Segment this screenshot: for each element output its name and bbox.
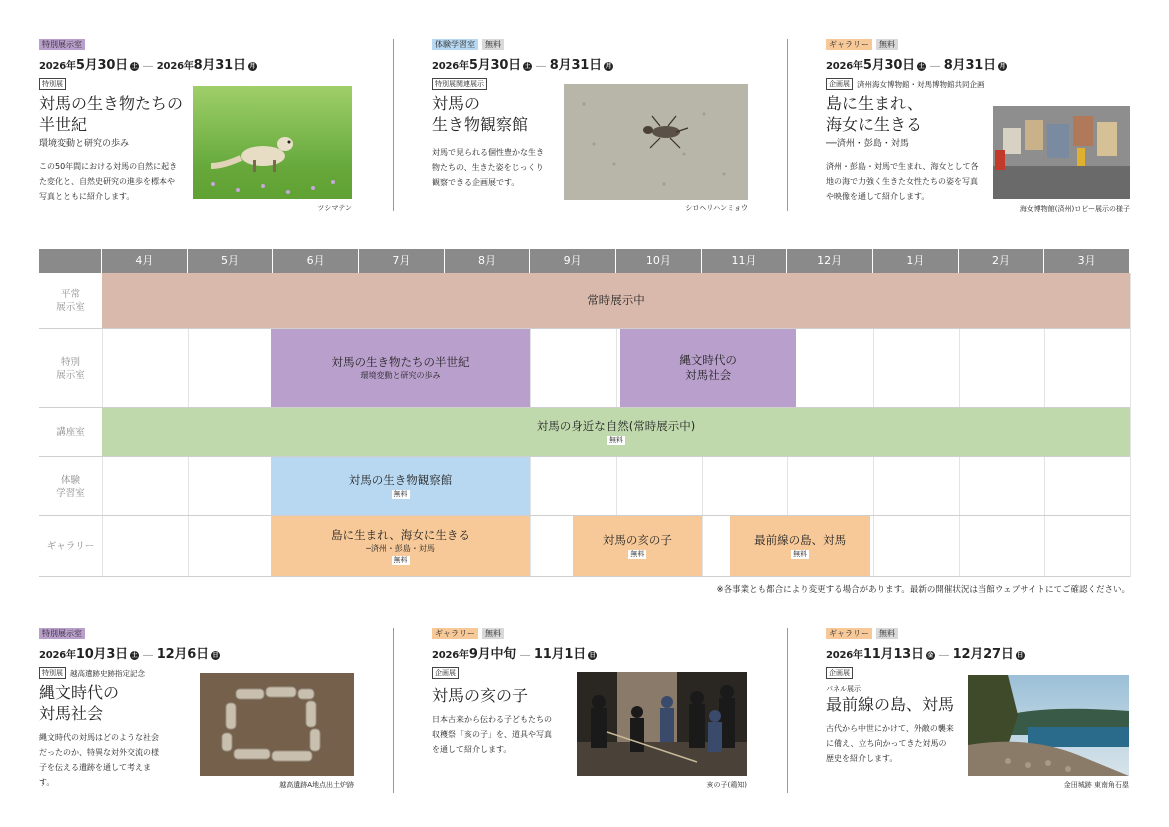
month-header: 7月 xyxy=(359,249,445,273)
month-header: 5月 xyxy=(188,249,274,273)
bar-title: 縄文時代の 対馬社会 xyxy=(679,353,737,382)
exhibit-subtitle: 環境変動と研究の歩み xyxy=(39,139,130,149)
venue-tag: 特別展示室 xyxy=(39,39,85,50)
row-label: 平常 展示室 xyxy=(56,289,85,313)
bar-title: 島に生まれ、海女に生きる xyxy=(331,527,470,542)
month-header: 11月 xyxy=(702,249,788,273)
date-range: 2026年10月3日 土 ― 12月6日 日 xyxy=(39,647,219,662)
category-tag: 特別展関連展示 xyxy=(432,78,487,90)
venue-tag: 特別展示室 xyxy=(39,628,85,639)
free-badge: 無料 xyxy=(630,550,645,558)
free-tag: 無料 xyxy=(482,628,504,639)
hearth-site-photo xyxy=(200,673,354,776)
commemoration-note: 越高遺跡史跡指定記念 xyxy=(70,668,145,678)
month-header: 3月 xyxy=(1044,249,1130,273)
bar-subtitle: 環境変動と研究の歩み xyxy=(360,371,441,380)
tiger-beetle-photo xyxy=(564,84,748,200)
divider xyxy=(393,628,394,793)
month-header: 8月 xyxy=(445,249,531,273)
exhibit-description: 済州・彭島・対馬で生まれ、海女として各地の海で力強く生きた女性たちの姿を写真や映像を通して紹介します。 xyxy=(826,162,979,201)
date-range: 2026年5月30日 土 ― 8月31日 月 xyxy=(432,58,612,73)
venue-tag: 体験学習室 xyxy=(432,39,478,50)
free-badge: 無料 xyxy=(793,550,808,558)
schedule-bar[interactable] xyxy=(730,516,870,576)
panel-kicker: パネル展示 xyxy=(826,685,861,693)
month-header: 12月 xyxy=(787,249,873,273)
exhibit-title: 島に生まれ、 海女に生きる xyxy=(826,94,923,134)
month-header: 10月 xyxy=(616,249,702,273)
category-tag: 特別展 xyxy=(39,667,66,679)
photo-caption: 越高遺跡A地点出土炉跡 xyxy=(279,781,354,789)
photo-caption: シロヘリハンミョウ xyxy=(685,204,748,212)
exhibit-description: 日本古来から伝わる子どもたちの収穫祭「亥の子」を、道具や写真を通して紹介します。 xyxy=(432,715,552,754)
schedule-bar[interactable] xyxy=(271,516,531,576)
month-header: 1月 xyxy=(873,249,959,273)
free-tag: 無料 xyxy=(876,39,898,50)
marten-photo xyxy=(193,86,352,199)
free-tag: 無料 xyxy=(482,39,504,50)
month-header: 6月 xyxy=(273,249,359,273)
bar-title: 対馬の生き物観察館 xyxy=(348,473,453,487)
bar-title: 最前線の島、対馬 xyxy=(754,533,847,547)
row-label: 体験 学習室 xyxy=(56,474,85,499)
venue-tag: ギャラリー xyxy=(826,39,872,50)
bar-title: 常時展示中 xyxy=(587,293,645,307)
month-header: 9月 xyxy=(530,249,616,273)
exhibit-description: 縄文時代の対馬はどのような社会だったのか、特異な対外交流の様子を伝える遺跡を通して考えます。 xyxy=(39,733,159,787)
annual-schedule xyxy=(39,249,1130,577)
row-divider xyxy=(39,456,1130,457)
photo-caption: 金田城跡 東南角石塁 xyxy=(1063,781,1129,789)
photo-caption: 亥の子(鶏知) xyxy=(706,781,747,789)
schedule-bar[interactable] xyxy=(271,329,531,407)
category-tag: 企画展 xyxy=(826,667,853,679)
free-badge: 無料 xyxy=(609,436,623,444)
date-range: 2026年5月30日 土 ― 8月31日 月 xyxy=(826,58,1006,73)
row-label: 講座室 xyxy=(56,427,85,438)
museum-lobby-photo xyxy=(993,106,1130,199)
photo-caption: 海女博物館(済州)ロビー展示の様子 xyxy=(1019,205,1130,213)
date-range: 2026年5月30日 土 ― 2026年8月31日 月 xyxy=(39,58,256,73)
exhibit-title: 最前線の島、対馬 xyxy=(826,695,955,714)
collab-note: 済州海女博物館・対馬博物館共同企画 xyxy=(857,79,985,89)
month-header: 4月 xyxy=(102,249,188,273)
category-tag: 企画展 xyxy=(826,78,853,90)
schedule-header-corner xyxy=(39,249,102,273)
venue-tag: ギャラリー xyxy=(432,628,478,639)
bar-title: 対馬の生き物たちの半世紀 xyxy=(331,355,470,369)
schedule-note: ※各事業とも都合により変更する場合があります。最新の開催状況は当館ウェブサイトにてご確認ください。 xyxy=(716,585,1130,595)
photo-caption: ツシマテン xyxy=(317,204,352,212)
divider xyxy=(787,628,788,793)
divider xyxy=(787,39,788,211)
category-tag: 企画展 xyxy=(432,667,459,679)
exhibit-subtitle: ──済州・彭島・対馬 xyxy=(826,139,909,149)
divider xyxy=(393,39,394,211)
free-badge: 無料 xyxy=(393,490,408,498)
bar-title: 対馬の亥の子 xyxy=(602,533,672,547)
date-range: 2026年11月13日 金 ― 12月27日 日 xyxy=(826,647,1024,662)
inoko-festival-photo xyxy=(577,672,747,776)
grid-line xyxy=(1130,273,1131,577)
free-badge: 無料 xyxy=(393,555,408,564)
exhibit-title: 縄文時代の 対馬社会 xyxy=(39,683,120,723)
category-tag: 特別展 xyxy=(39,78,66,90)
row-divider xyxy=(39,576,1130,577)
month-header: 2月 xyxy=(959,249,1045,273)
bar-subtitle: ─済州・彭島・対馬 xyxy=(366,543,435,553)
exhibit-description: 対馬で見られる個性豊かな生き物たちの、生きた姿をじっくり観察できる企画展です。 xyxy=(432,148,544,187)
schedule-bar[interactable] xyxy=(102,273,1130,328)
exhibit-description: この50年間における対馬の自然に起きた変化と、自然史研究の進歩を標本や写真とともに紹介します。 xyxy=(39,162,178,201)
free-tag: 無料 xyxy=(876,628,898,639)
bar-title: 対馬の身近な自然(常時展示中) xyxy=(536,419,696,433)
schedule-bar[interactable] xyxy=(573,516,702,576)
date-range: 2026年9月中旬 ― 11月1日 日 xyxy=(432,647,596,662)
row-divider xyxy=(39,328,1130,329)
schedule-bar[interactable] xyxy=(102,408,1130,456)
exhibit-title: 対馬の生き物たちの 半世紀 xyxy=(39,94,184,134)
schedule-bar[interactable] xyxy=(271,457,531,515)
venue-tag: ギャラリー xyxy=(826,628,872,639)
exhibit-title: 対馬の亥の子 xyxy=(432,686,529,705)
kanedajo-ruins-photo xyxy=(968,675,1129,776)
schedule-bar[interactable] xyxy=(620,329,796,407)
row-label: 特別 展示室 xyxy=(56,356,85,381)
exhibit-title: 対馬の 生き物観察館 xyxy=(432,94,529,134)
exhibit-description: 古代から中世にかけて、外敵の襲来に備え、立ち向かってきた対馬の歴史を紹介します。 xyxy=(826,724,954,763)
row-label: ギャラリー xyxy=(46,541,95,552)
